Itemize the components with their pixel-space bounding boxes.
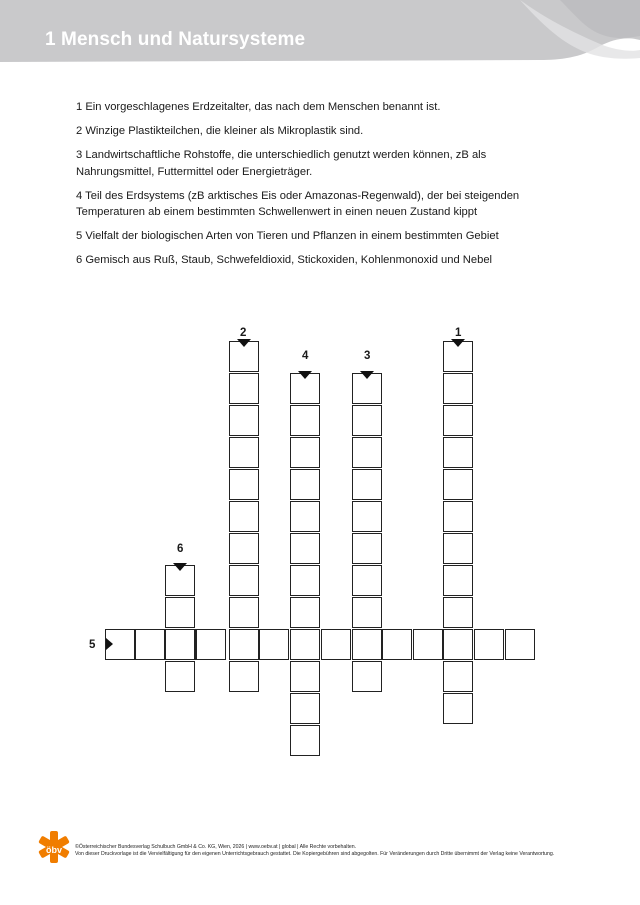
crossword-cell-1-8[interactable] (443, 565, 473, 596)
clue-6: 6 Gemisch aus Ruß, Staub, Schwefeldioxid, Stickoxiden, Kohlenmonoxid und Nebel (76, 254, 493, 266)
start-arrow-6 (173, 563, 187, 571)
page-title: 1 Mensch und Natursysteme (45, 29, 306, 50)
crossword-cell-3-7[interactable] (352, 565, 382, 596)
crossword-cell-3-6[interactable] (352, 533, 382, 564)
crossword-cell-3-2[interactable] (352, 405, 382, 436)
crossword-cell-1-12[interactable] (443, 693, 473, 724)
crossword-cell-6-2[interactable] (165, 597, 195, 628)
crossword-cell-3-4[interactable] (352, 469, 382, 500)
crossword-cell-2-7[interactable] (229, 533, 259, 564)
crossword-cell-2-10[interactable] (229, 629, 259, 660)
crossword-cell-1-7[interactable] (443, 533, 473, 564)
start-arrow-1 (451, 339, 465, 347)
word-number-5: 5 (89, 639, 96, 651)
footer-text (75, 844, 615, 858)
word-number-2: 2 (240, 327, 247, 339)
start-arrow-2 (237, 339, 251, 347)
crossword-cell-3-9[interactable] (352, 629, 382, 660)
crossword-cell-1-10[interactable] (443, 629, 473, 660)
crossword-cell-4-8[interactable] (290, 597, 320, 628)
clue-3: 3 Landwirtschaftliche Rohstoffe, die unterschiedlich genutzt werden können, zB als Nahrungsmittel, Futtermittel oder Energieträger. (76, 149, 487, 178)
crossword-cell-3-10[interactable] (352, 661, 382, 692)
crossword-cell-2-2[interactable] (229, 373, 259, 404)
crossword-cell-2-11[interactable] (229, 661, 259, 692)
word-number-6: 6 (177, 543, 184, 555)
crossword-cell-2-8[interactable] (229, 565, 259, 596)
crossword-cell-3-5[interactable] (352, 501, 382, 532)
page-header (0, 0, 640, 70)
crossword-cell-4-2[interactable] (290, 405, 320, 436)
crossword-cell-3-3[interactable] (352, 437, 382, 468)
oebv-logo (37, 829, 71, 865)
word-number-3: 3 (364, 350, 371, 362)
start-arrow-3 (360, 371, 374, 379)
word-number-4: 4 (302, 350, 309, 362)
crossword-cell-5-6[interactable] (259, 629, 289, 660)
word-number-1: 1 (455, 327, 462, 339)
crossword-cell-4-4[interactable] (290, 469, 320, 500)
crossword-cell-6-4[interactable] (165, 661, 195, 692)
crossword-cell-1-6[interactable] (443, 501, 473, 532)
crossword-cell-3-8[interactable] (352, 597, 382, 628)
crossword-cell-2-3[interactable] (229, 405, 259, 436)
crossword-cell-4-3[interactable] (290, 437, 320, 468)
crossword-cell-1-5[interactable] (443, 469, 473, 500)
crossword-cell-2-5[interactable] (229, 469, 259, 500)
crossword-cell-1-11[interactable] (443, 661, 473, 692)
crossword-cell-2-6[interactable] (229, 501, 259, 532)
clue-2: 2 Winzige Plastikteilchen, die kleiner als Mikroplastik sind. (76, 125, 364, 137)
crossword-cell-4-11[interactable] (290, 693, 320, 724)
start-arrow-4 (298, 371, 312, 379)
license-line: Von dieser Druckvorlage ist die Vervielfältigung für den eigenen Unterrichtsgebrauch gestattet. Die Kopiergebühren sind abgegolten. Für Veränderungen durch Dritte übernimmt der Verlag keine Verantwortung. (75, 851, 555, 857)
crossword-cell-4-5[interactable] (290, 501, 320, 532)
crossword-cell-1-9[interactable] (443, 597, 473, 628)
clue-1: 1 Ein vorgeschlagenes Erdzeitalter, das nach dem Menschen benannt ist. (76, 101, 441, 113)
crossword-cell-5-11[interactable] (413, 629, 443, 660)
crossword-cell-4-9[interactable] (290, 629, 320, 660)
crossword-cell-5-13[interactable] (474, 629, 504, 660)
clue-list (76, 99, 546, 276)
crossword-cell-1-4[interactable] (443, 437, 473, 468)
crossword-cell-5-2[interactable] (135, 629, 165, 660)
crossword-cell-5-8[interactable] (321, 629, 351, 660)
crossword-cell-4-10[interactable] (290, 661, 320, 692)
crossword-cell-2-9[interactable] (229, 597, 259, 628)
clue-4: 4 Teil des Erdsystems (zB arktisches Eis oder Amazonas-Regenwald), der bei steigenden Temperaturen ab einem bestimmten Schwellenwert in einen neuen Zustand kippt (76, 189, 520, 218)
crossword-cell-6-3[interactable] (165, 629, 195, 660)
logo-text: öbv (45, 845, 63, 855)
crossword-cell-1-2[interactable] (443, 373, 473, 404)
clue-5: 5 Vielfalt der biologischen Arten von Tieren und Pflanzen in einem bestimmten Gebiet (76, 230, 499, 242)
copyright-line: ©Österreichischer Bundesverlag Schulbuch GmbH & Co. KG, Wien, 2026 | www.oebv.at | global | Alle Rechte vorbehalten. (75, 844, 357, 850)
crossword-cell-5-10[interactable] (382, 629, 412, 660)
crossword-cell-5-4[interactable] (196, 629, 226, 660)
crossword-cell-5-14[interactable] (505, 629, 535, 660)
crossword-cell-4-7[interactable] (290, 565, 320, 596)
crossword-cell-2-4[interactable] (229, 437, 259, 468)
crossword-cell-4-12[interactable] (290, 725, 320, 756)
start-arrow-5 (106, 638, 113, 650)
crossword-cell-1-3[interactable] (443, 405, 473, 436)
crossword-cell-4-6[interactable] (290, 533, 320, 564)
